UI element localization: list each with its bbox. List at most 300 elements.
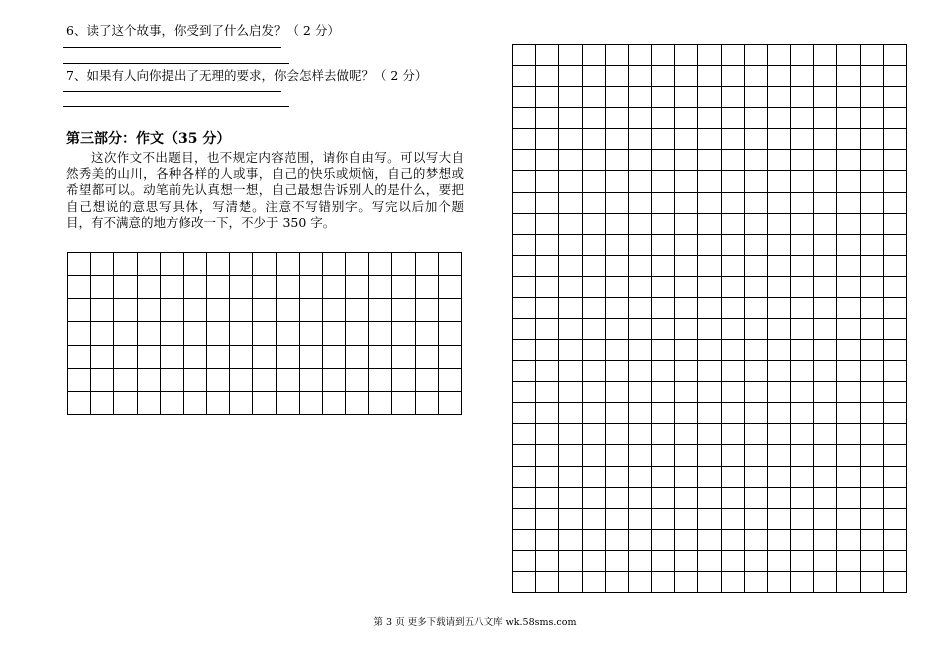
grid-cell[interactable] bbox=[837, 235, 860, 256]
grid-cell[interactable] bbox=[745, 467, 768, 488]
grid-cell[interactable] bbox=[791, 214, 814, 235]
grid-cell[interactable] bbox=[536, 319, 559, 340]
grid-cell[interactable] bbox=[606, 108, 629, 129]
grid-cell[interactable] bbox=[745, 193, 768, 214]
grid-cell[interactable] bbox=[884, 424, 907, 445]
grid-cell[interactable] bbox=[861, 424, 884, 445]
grid-cell[interactable] bbox=[722, 129, 745, 150]
grid-cell[interactable] bbox=[861, 509, 884, 530]
grid-cell[interactable] bbox=[536, 572, 559, 593]
grid-cell[interactable] bbox=[606, 340, 629, 361]
grid-cell[interactable] bbox=[606, 87, 629, 108]
grid-cell[interactable] bbox=[559, 572, 582, 593]
grid-cell[interactable] bbox=[768, 171, 791, 192]
grid-cell[interactable] bbox=[837, 45, 860, 66]
grid-cell[interactable] bbox=[559, 171, 582, 192]
grid-cell[interactable] bbox=[652, 235, 675, 256]
grid-cell[interactable] bbox=[861, 108, 884, 129]
grid-cell[interactable] bbox=[884, 445, 907, 466]
grid-cell[interactable] bbox=[837, 193, 860, 214]
grid-cell[interactable] bbox=[791, 193, 814, 214]
grid-cell[interactable] bbox=[536, 445, 559, 466]
grid-cell[interactable] bbox=[583, 150, 606, 171]
grid-cell[interactable] bbox=[439, 346, 462, 369]
grid-cell[interactable] bbox=[675, 171, 698, 192]
grid-cell[interactable] bbox=[161, 322, 184, 345]
grid-cell[interactable] bbox=[184, 346, 207, 369]
grid-cell[interactable] bbox=[861, 530, 884, 551]
grid-cell[interactable] bbox=[606, 319, 629, 340]
grid-cell[interactable] bbox=[745, 298, 768, 319]
grid-cell[interactable] bbox=[629, 382, 652, 403]
grid-cell[interactable] bbox=[68, 369, 91, 392]
grid-cell[interactable] bbox=[536, 235, 559, 256]
grid-cell[interactable] bbox=[745, 108, 768, 129]
grid-cell[interactable] bbox=[606, 129, 629, 150]
grid-cell[interactable] bbox=[416, 346, 439, 369]
grid-cell[interactable] bbox=[559, 129, 582, 150]
grid-cell[interactable] bbox=[814, 87, 837, 108]
grid-cell[interactable] bbox=[791, 340, 814, 361]
grid-cell[interactable] bbox=[513, 424, 536, 445]
grid-cell[interactable] bbox=[722, 298, 745, 319]
grid-cell[interactable] bbox=[629, 445, 652, 466]
grid-cell[interactable] bbox=[768, 467, 791, 488]
grid-cell[interactable] bbox=[837, 256, 860, 277]
grid-cell[interactable] bbox=[416, 322, 439, 345]
grid-cell[interactable] bbox=[837, 87, 860, 108]
grid-cell[interactable] bbox=[745, 87, 768, 108]
grid-cell[interactable] bbox=[675, 488, 698, 509]
grid-cell[interactable] bbox=[513, 66, 536, 87]
grid-cell[interactable] bbox=[652, 403, 675, 424]
grid-cell[interactable] bbox=[698, 214, 721, 235]
answer-line[interactable] bbox=[63, 91, 281, 92]
grid-cell[interactable] bbox=[884, 298, 907, 319]
grid-cell[interactable] bbox=[513, 488, 536, 509]
grid-cell[interactable] bbox=[837, 66, 860, 87]
grid-cell[interactable] bbox=[698, 509, 721, 530]
grid-cell[interactable] bbox=[559, 382, 582, 403]
grid-cell[interactable] bbox=[559, 319, 582, 340]
grid-cell[interactable] bbox=[837, 488, 860, 509]
grid-cell[interactable] bbox=[861, 572, 884, 593]
grid-cell[interactable] bbox=[629, 108, 652, 129]
grid-cell[interactable] bbox=[698, 424, 721, 445]
grid-cell[interactable] bbox=[606, 150, 629, 171]
grid-cell[interactable] bbox=[791, 277, 814, 298]
grid-cell[interactable] bbox=[184, 392, 207, 415]
grid-cell[interactable] bbox=[675, 214, 698, 235]
grid-cell[interactable] bbox=[253, 392, 276, 415]
grid-cell[interactable] bbox=[629, 298, 652, 319]
grid-cell[interactable] bbox=[559, 403, 582, 424]
grid-cell[interactable] bbox=[837, 277, 860, 298]
grid-cell[interactable] bbox=[791, 403, 814, 424]
grid-cell[interactable] bbox=[791, 361, 814, 382]
grid-cell[interactable] bbox=[114, 322, 137, 345]
grid-cell[interactable] bbox=[277, 346, 300, 369]
grid-cell[interactable] bbox=[300, 392, 323, 415]
grid-cell[interactable] bbox=[745, 572, 768, 593]
grid-cell[interactable] bbox=[583, 488, 606, 509]
grid-cell[interactable] bbox=[814, 129, 837, 150]
grid-cell[interactable] bbox=[722, 445, 745, 466]
grid-cell[interactable] bbox=[675, 382, 698, 403]
grid-cell[interactable] bbox=[346, 253, 369, 276]
grid-cell[interactable] bbox=[814, 382, 837, 403]
grid-cell[interactable] bbox=[791, 66, 814, 87]
grid-cell[interactable] bbox=[837, 530, 860, 551]
grid-cell[interactable] bbox=[722, 572, 745, 593]
grid-cell[interactable] bbox=[675, 572, 698, 593]
grid-cell[interactable] bbox=[652, 66, 675, 87]
grid-cell[interactable] bbox=[629, 87, 652, 108]
grid-cell[interactable] bbox=[768, 530, 791, 551]
grid-cell[interactable] bbox=[791, 256, 814, 277]
grid-cell[interactable] bbox=[861, 319, 884, 340]
grid-cell[interactable] bbox=[91, 299, 114, 322]
grid-cell[interactable] bbox=[768, 87, 791, 108]
grid-cell[interactable] bbox=[161, 299, 184, 322]
grid-cell[interactable] bbox=[791, 551, 814, 572]
grid-cell[interactable] bbox=[606, 551, 629, 572]
grid-cell[interactable] bbox=[768, 45, 791, 66]
grid-cell[interactable] bbox=[814, 361, 837, 382]
grid-cell[interactable] bbox=[884, 66, 907, 87]
grid-cell[interactable] bbox=[91, 253, 114, 276]
grid-cell[interactable] bbox=[791, 171, 814, 192]
grid-cell[interactable] bbox=[698, 129, 721, 150]
grid-cell[interactable] bbox=[346, 299, 369, 322]
grid-cell[interactable] bbox=[698, 403, 721, 424]
grid-cell[interactable] bbox=[513, 87, 536, 108]
grid-cell[interactable] bbox=[722, 424, 745, 445]
grid-cell[interactable] bbox=[837, 361, 860, 382]
grid-cell[interactable] bbox=[392, 369, 415, 392]
grid-cell[interactable] bbox=[253, 346, 276, 369]
grid-cell[interactable] bbox=[768, 445, 791, 466]
grid-cell[interactable] bbox=[559, 193, 582, 214]
grid-cell[interactable] bbox=[698, 298, 721, 319]
grid-cell[interactable] bbox=[814, 45, 837, 66]
grid-cell[interactable] bbox=[837, 445, 860, 466]
grid-cell[interactable] bbox=[722, 361, 745, 382]
grid-cell[interactable] bbox=[675, 424, 698, 445]
grid-cell[interactable] bbox=[513, 45, 536, 66]
grid-cell[interactable] bbox=[513, 319, 536, 340]
grid-cell[interactable] bbox=[369, 369, 392, 392]
grid-cell[interactable] bbox=[791, 319, 814, 340]
grid-cell[interactable] bbox=[722, 87, 745, 108]
grid-cell[interactable] bbox=[583, 361, 606, 382]
grid-cell[interactable] bbox=[675, 129, 698, 150]
grid-cell[interactable] bbox=[814, 108, 837, 129]
grid-cell[interactable] bbox=[791, 445, 814, 466]
grid-cell[interactable] bbox=[323, 369, 346, 392]
grid-cell[interactable] bbox=[536, 256, 559, 277]
grid-cell[interactable] bbox=[791, 129, 814, 150]
grid-cell[interactable] bbox=[583, 129, 606, 150]
writing-grid-left[interactable] bbox=[67, 252, 462, 415]
grid-cell[interactable] bbox=[722, 214, 745, 235]
grid-cell[interactable] bbox=[745, 382, 768, 403]
grid-cell[interactable] bbox=[392, 392, 415, 415]
grid-cell[interactable] bbox=[513, 340, 536, 361]
grid-cell[interactable] bbox=[207, 253, 230, 276]
grid-cell[interactable] bbox=[606, 171, 629, 192]
grid-cell[interactable] bbox=[652, 298, 675, 319]
grid-cell[interactable] bbox=[861, 214, 884, 235]
grid-cell[interactable] bbox=[439, 276, 462, 299]
grid-cell[interactable] bbox=[161, 276, 184, 299]
grid-cell[interactable] bbox=[652, 509, 675, 530]
grid-cell[interactable] bbox=[861, 340, 884, 361]
grid-cell[interactable] bbox=[392, 346, 415, 369]
grid-cell[interactable] bbox=[207, 276, 230, 299]
grid-cell[interactable] bbox=[768, 108, 791, 129]
grid-cell[interactable] bbox=[814, 467, 837, 488]
grid-cell[interactable] bbox=[814, 214, 837, 235]
grid-cell[interactable] bbox=[698, 45, 721, 66]
grid-cell[interactable] bbox=[583, 530, 606, 551]
grid-cell[interactable] bbox=[745, 235, 768, 256]
grid-cell[interactable] bbox=[814, 277, 837, 298]
grid-cell[interactable] bbox=[513, 150, 536, 171]
grid-cell[interactable] bbox=[768, 403, 791, 424]
grid-cell[interactable] bbox=[230, 346, 253, 369]
grid-cell[interactable] bbox=[559, 424, 582, 445]
grid-cell[interactable] bbox=[675, 193, 698, 214]
grid-cell[interactable] bbox=[416, 369, 439, 392]
grid-cell[interactable] bbox=[745, 45, 768, 66]
grid-cell[interactable] bbox=[884, 403, 907, 424]
grid-cell[interactable] bbox=[768, 193, 791, 214]
grid-cell[interactable] bbox=[768, 129, 791, 150]
grid-cell[interactable] bbox=[629, 530, 652, 551]
grid-cell[interactable] bbox=[91, 322, 114, 345]
grid-cell[interactable] bbox=[559, 445, 582, 466]
grid-cell[interactable] bbox=[745, 256, 768, 277]
grid-cell[interactable] bbox=[814, 424, 837, 445]
grid-cell[interactable] bbox=[837, 298, 860, 319]
grid-cell[interactable] bbox=[606, 382, 629, 403]
writing-grid-right[interactable] bbox=[512, 44, 907, 593]
grid-cell[interactable] bbox=[346, 276, 369, 299]
grid-cell[interactable] bbox=[745, 361, 768, 382]
grid-cell[interactable] bbox=[652, 45, 675, 66]
grid-cell[interactable] bbox=[675, 403, 698, 424]
grid-cell[interactable] bbox=[745, 445, 768, 466]
grid-cell[interactable] bbox=[536, 45, 559, 66]
grid-cell[interactable] bbox=[161, 253, 184, 276]
grid-cell[interactable] bbox=[698, 319, 721, 340]
grid-cell[interactable] bbox=[629, 319, 652, 340]
grid-cell[interactable] bbox=[629, 45, 652, 66]
grid-cell[interactable] bbox=[884, 340, 907, 361]
grid-cell[interactable] bbox=[814, 319, 837, 340]
grid-cell[interactable] bbox=[791, 87, 814, 108]
grid-cell[interactable] bbox=[536, 488, 559, 509]
grid-cell[interactable] bbox=[768, 572, 791, 593]
grid-cell[interactable] bbox=[253, 369, 276, 392]
grid-cell[interactable] bbox=[323, 392, 346, 415]
grid-cell[interactable] bbox=[559, 509, 582, 530]
grid-cell[interactable] bbox=[536, 361, 559, 382]
grid-cell[interactable] bbox=[439, 322, 462, 345]
grid-cell[interactable] bbox=[837, 129, 860, 150]
grid-cell[interactable] bbox=[346, 392, 369, 415]
grid-cell[interactable] bbox=[583, 551, 606, 572]
grid-cell[interactable] bbox=[138, 299, 161, 322]
grid-cell[interactable] bbox=[68, 276, 91, 299]
grid-cell[interactable] bbox=[629, 256, 652, 277]
grid-cell[interactable] bbox=[536, 424, 559, 445]
grid-cell[interactable] bbox=[277, 392, 300, 415]
grid-cell[interactable] bbox=[606, 193, 629, 214]
grid-cell[interactable] bbox=[583, 403, 606, 424]
grid-cell[interactable] bbox=[768, 424, 791, 445]
grid-cell[interactable] bbox=[814, 193, 837, 214]
grid-cell[interactable] bbox=[884, 319, 907, 340]
grid-cell[interactable] bbox=[346, 346, 369, 369]
grid-cell[interactable] bbox=[513, 171, 536, 192]
grid-cell[interactable] bbox=[629, 171, 652, 192]
answer-line[interactable] bbox=[63, 47, 281, 48]
grid-cell[interactable] bbox=[652, 256, 675, 277]
grid-cell[interactable] bbox=[583, 572, 606, 593]
grid-cell[interactable] bbox=[675, 467, 698, 488]
grid-cell[interactable] bbox=[837, 319, 860, 340]
grid-cell[interactable] bbox=[114, 276, 137, 299]
grid-cell[interactable] bbox=[583, 256, 606, 277]
grid-cell[interactable] bbox=[837, 403, 860, 424]
grid-cell[interactable] bbox=[161, 392, 184, 415]
grid-cell[interactable] bbox=[884, 277, 907, 298]
grid-cell[interactable] bbox=[68, 299, 91, 322]
grid-cell[interactable] bbox=[652, 551, 675, 572]
grid-cell[interactable] bbox=[114, 392, 137, 415]
grid-cell[interactable] bbox=[722, 256, 745, 277]
grid-cell[interactable] bbox=[369, 346, 392, 369]
grid-cell[interactable] bbox=[346, 322, 369, 345]
grid-cell[interactable] bbox=[606, 467, 629, 488]
grid-cell[interactable] bbox=[439, 369, 462, 392]
grid-cell[interactable] bbox=[513, 445, 536, 466]
grid-cell[interactable] bbox=[814, 256, 837, 277]
grid-cell[interactable] bbox=[277, 369, 300, 392]
grid-cell[interactable] bbox=[837, 509, 860, 530]
grid-cell[interactable] bbox=[184, 253, 207, 276]
grid-cell[interactable] bbox=[861, 66, 884, 87]
grid-cell[interactable] bbox=[791, 235, 814, 256]
grid-cell[interactable] bbox=[675, 235, 698, 256]
grid-cell[interactable] bbox=[439, 392, 462, 415]
grid-cell[interactable] bbox=[652, 214, 675, 235]
grid-cell[interactable] bbox=[745, 129, 768, 150]
grid-cell[interactable] bbox=[536, 108, 559, 129]
grid-cell[interactable] bbox=[861, 87, 884, 108]
grid-cell[interactable] bbox=[513, 108, 536, 129]
grid-cell[interactable] bbox=[606, 530, 629, 551]
grid-cell[interactable] bbox=[277, 322, 300, 345]
grid-cell[interactable] bbox=[114, 346, 137, 369]
grid-cell[interactable] bbox=[722, 150, 745, 171]
grid-cell[interactable] bbox=[745, 403, 768, 424]
grid-cell[interactable] bbox=[230, 392, 253, 415]
grid-cell[interactable] bbox=[536, 340, 559, 361]
grid-cell[interactable] bbox=[722, 509, 745, 530]
grid-cell[interactable] bbox=[698, 572, 721, 593]
grid-cell[interactable] bbox=[698, 382, 721, 403]
grid-cell[interactable] bbox=[253, 299, 276, 322]
grid-cell[interactable] bbox=[230, 322, 253, 345]
grid-cell[interactable] bbox=[884, 361, 907, 382]
grid-cell[interactable] bbox=[884, 488, 907, 509]
grid-cell[interactable] bbox=[652, 488, 675, 509]
grid-cell[interactable] bbox=[536, 193, 559, 214]
grid-cell[interactable] bbox=[629, 403, 652, 424]
grid-cell[interactable] bbox=[722, 467, 745, 488]
grid-cell[interactable] bbox=[861, 235, 884, 256]
grid-cell[interactable] bbox=[722, 277, 745, 298]
grid-cell[interactable] bbox=[253, 322, 276, 345]
grid-cell[interactable] bbox=[207, 322, 230, 345]
grid-cell[interactable] bbox=[768, 551, 791, 572]
grid-cell[interactable] bbox=[536, 87, 559, 108]
grid-cell[interactable] bbox=[768, 150, 791, 171]
grid-cell[interactable] bbox=[559, 530, 582, 551]
grid-cell[interactable] bbox=[861, 382, 884, 403]
grid-cell[interactable] bbox=[652, 193, 675, 214]
grid-cell[interactable] bbox=[861, 256, 884, 277]
grid-cell[interactable] bbox=[513, 403, 536, 424]
grid-cell[interactable] bbox=[536, 509, 559, 530]
grid-cell[interactable] bbox=[652, 424, 675, 445]
grid-cell[interactable] bbox=[536, 277, 559, 298]
grid-cell[interactable] bbox=[698, 277, 721, 298]
grid-cell[interactable] bbox=[392, 322, 415, 345]
grid-cell[interactable] bbox=[861, 445, 884, 466]
grid-cell[interactable] bbox=[884, 467, 907, 488]
grid-cell[interactable] bbox=[230, 253, 253, 276]
grid-cell[interactable] bbox=[629, 509, 652, 530]
grid-cell[interactable] bbox=[652, 319, 675, 340]
grid-cell[interactable] bbox=[536, 298, 559, 319]
grid-cell[interactable] bbox=[698, 235, 721, 256]
grid-cell[interactable] bbox=[300, 299, 323, 322]
grid-cell[interactable] bbox=[416, 276, 439, 299]
grid-cell[interactable] bbox=[207, 369, 230, 392]
grid-cell[interactable] bbox=[559, 467, 582, 488]
grid-cell[interactable] bbox=[138, 392, 161, 415]
grid-cell[interactable] bbox=[722, 488, 745, 509]
grid-cell[interactable] bbox=[536, 66, 559, 87]
grid-cell[interactable] bbox=[513, 256, 536, 277]
grid-cell[interactable] bbox=[884, 256, 907, 277]
grid-cell[interactable] bbox=[861, 129, 884, 150]
grid-cell[interactable] bbox=[791, 467, 814, 488]
grid-cell[interactable] bbox=[837, 467, 860, 488]
grid-cell[interactable] bbox=[536, 171, 559, 192]
grid-cell[interactable] bbox=[629, 193, 652, 214]
grid-cell[interactable] bbox=[884, 509, 907, 530]
grid-cell[interactable] bbox=[884, 551, 907, 572]
grid-cell[interactable] bbox=[652, 87, 675, 108]
grid-cell[interactable] bbox=[675, 509, 698, 530]
grid-cell[interactable] bbox=[652, 530, 675, 551]
grid-cell[interactable] bbox=[861, 488, 884, 509]
